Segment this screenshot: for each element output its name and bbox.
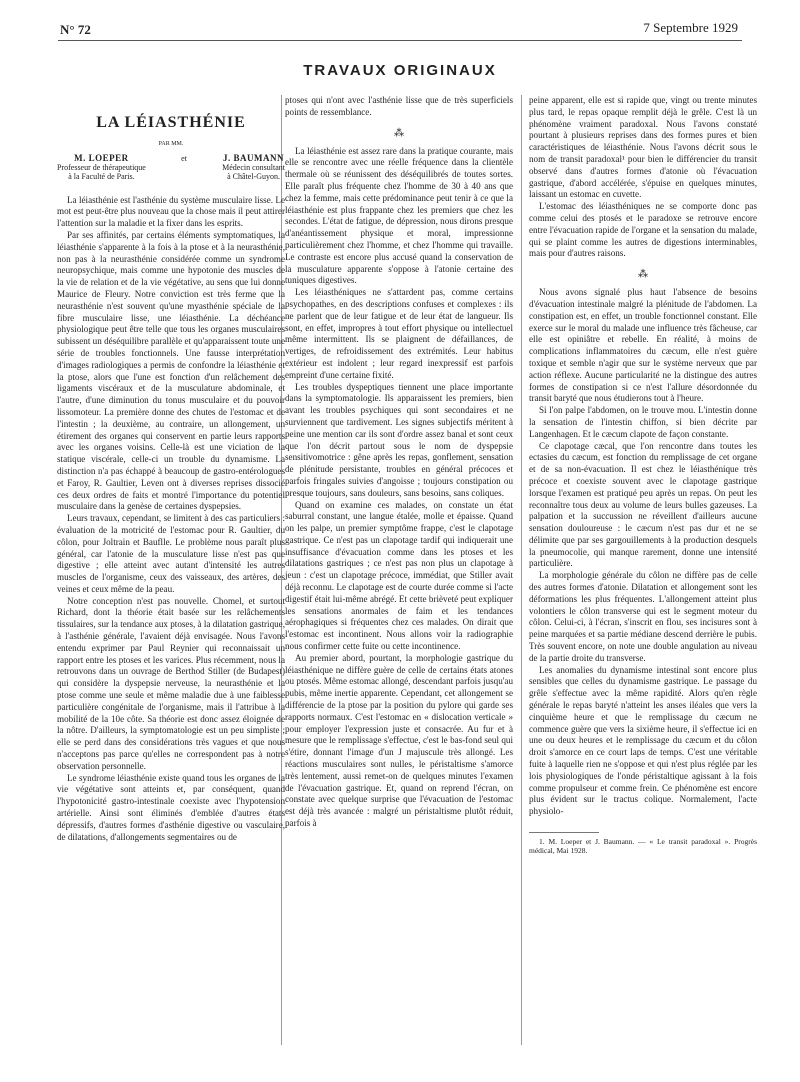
- authors-block: [57, 154, 285, 181]
- paragraph: La léiasthénie est l'asthénie du système musculaire lisse. Le mot est peut-être plus nouveau que la chose mais il peut attirer l'attention sur la maladie et la fixer dans les esprits.: [57, 194, 285, 229]
- author-2: [222, 154, 285, 181]
- paragraph: ptoses qui n'ont avec l'asthénie lisse que de très superficiels points de ressemblance.: [285, 95, 513, 117]
- column-1: [57, 95, 285, 843]
- paragraph: La morphologie générale du côlon ne diffère pas de celle des autres formes d'atonie. Dilatation et allongement sont les déformations les plus fréquentes. L'allongement atteint plus volontiers le côlon transverse qui est le segment moteur du côlon. Celui-ci, à l'écran, s'inscrit en flou, ses incisures sont à peine marquées et sa partie médiane descend derrière le pubis. Très souvent encore, on note une double angulation au niveau de la partie droite du transverse.: [529, 570, 757, 663]
- footnote: 1. M. Loeper et J. Baumann. — « Le transit paradoxal ». Progrès médical, Mai 1928.: [529, 837, 757, 856]
- author-conjunction: et: [181, 153, 187, 163]
- section-title: TRAVAUX ORIGINAUX: [303, 62, 497, 79]
- section-break-stars: ⁂: [638, 269, 648, 281]
- author-role: Professeur de thérapeutique: [57, 162, 146, 172]
- paragraph: Si l'on palpe l'abdomen, on le trouve mou. L'intestin donne la sensation de l'intestin chiffon, si bien décrite par Langenhagen. Et le cæcum clapote de façon constante.: [529, 405, 757, 439]
- paragraph: La léiasthénie est assez rare dans la pratique courante, mais elle se rencontre avec une réelle fréquence dans la clientèle thermale où se réunissent des déséquilibrés de toutes sortes. Elle paraît plus fréquente chez l'homme de 30 à 40 ans que chez la femme, mais cette prédominance peut tenir à ce que la léiasthénie est plus frappante chez les premiers que chez les secondes. L'état de fatigue, de dépression, nous dirons presque d'anéantissement physique et moral, impressionne particulièrement chez l'homme, et chez l'homme qui travaille. Le contraste est encore plus accusé quand la conservation de la musculature apparente s'oppose à l'atonie certaine des tuniques digestives.: [285, 145, 513, 286]
- paragraph: peine apparent, elle est si rapide que, vingt ou trente minutes plus tard, le repas opaque remplit déjà le grêle. C'est là un phénomène vraiment paradoxal. Nous l'avons constaté pourtant à plusieurs reprises dans des formes pures et bien caractéristiques de léiasthénie. Nous l'avons décrit sous le nom de transit paradoxal¹ pour bien le différencier du transit observé dans d'autres formes d'atonie où l'évacuation gastrique, d'abord accélérée, s'épuise en quelques minutes, laissant un estomac en cuvette.: [529, 95, 757, 200]
- paragraph: Au premier abord, pourtant, la morphologie gastrique du léiasthénique ne diffère guère de celle de certains états atones ou ptosés. Même estomac allongé, descendant parfois jusqu'au pubis, même inertie apparente. Cependant, cet allongement se différencie de la ptose par la position du pylore qui garde ses rapports normaux. C'est l'estomac en « dislocation verticale » pour employer l'expression juste et consacrée. Au fur et à mesure que le remplissage s'effectue, c'est le bas-fond seul qui s'étire, donnant l'image d'un J majuscule très allongé. Les réactions musculaires sont nulles, le péristaltisme s'amorce très lentement, aussi remet-on de quelques minutes l'examen de l'évacuation gastrique. Et, quand on reprend l'écran, on constate avec quelque surprise que l'évacuation de l'estomac est déjà très avancée : malgré un péristaltisme plutôt réduit, parfois à: [285, 652, 513, 829]
- section-break-stars: ⁂: [394, 127, 404, 139]
- column-3: [529, 95, 757, 855]
- author-role: Médecin consultant: [222, 162, 285, 172]
- article-title: LA LÉIASTHÉNIE: [96, 114, 246, 131]
- author-name: M. LOEPER: [74, 152, 129, 163]
- paragraph: Les troubles dyspeptiques tiennent une place importante dans la symptomatologie. Ils apparaissent les premiers, bien avant les troubles psychiques qui sont secondaires et ne surviennent que tardivement. Les signes subjectifs méritent à peine une mention car ils sont d'ordre assez banal et sont ceux que l'on décrit partout sous le nom de dyspepsie sensitivomotrice : gêne après les repas, gonflement, sensation de plénitude persistante, troubles en général précoces et parfois fringales suivies d'angoisse ; toujours constipation ou presque toujours, sans douleurs, sans besoins, sans coliques.: [285, 381, 513, 498]
- author-role: à la Faculté de Paris.: [68, 171, 135, 181]
- column-2: [285, 95, 513, 830]
- issue-date: 7 Septembre 1929: [643, 20, 738, 35]
- paragraph: Les anomalies du dynamisme intestinal sont encore plus sensibles que celles du dynamisme gastrique. Le passage du grêle s'effectue avec la même rapidité. Alors qu'en règle générale le repas baryté n'atteint les anses iléales que vers la cinquième heure et que le remplissage du cæcum ne commence guère que vers la sixième heure, il s'effectue ici en une ou deux heures et le remplissage du cæcum et du côlon droit s'amorce en ce court laps de temps. C'est une véritable fuite à laquelle rien ne s'oppose et qui n'est plus réglée par les lois physiologiques de l'onde péristaltique agissant à la fois comme propulseur et comme frein. Ce phénomène est encore plus évident sur le tractus colique. Normalement, l'acte physiolo-: [529, 664, 757, 817]
- column-divider: [521, 95, 522, 1045]
- author-role: à Châtel-Guyon.: [227, 171, 280, 181]
- paragraph: Notre conception n'est pas nouvelle. Chomel, et surtout Richard, dont la théorie était basée sur les relâchements tissulaires, sur la tendance aux ptoses, à la dilatation gastrique, à l'asthénie générale, l'avaient déjà envisagée. Nous l'avons entendu exprimer par Paul Reynier qui reconnaissait un rapport entre les ptoses et les varices. Plus récemment, nous la retrouvons dans un ouvrage de Berthod Stiller (de Budapest) qui considère la dyspepsie nerveuse, la neurasthénie et la ptose comme une seule et même maladie due à une faiblesse particulière congénitale de l'organisme, mais il l'attribue à la mobilité de la 10e côte. Sa théorie est donc assez éloignée de la nôtre. D'ailleurs, la symptomatologie est un peu simpliste ; elle se perd dans des considérations très vagues et que nous n'acceptons pas parce qu'elles ne correspondent pas à notre observation personnelle.: [57, 595, 285, 771]
- paragraph: Ce clapotage cæcal, que l'on rencontre dans toutes les ectasies du cæcum, est fonction du remplissage de cet organe et de sa non-évacuation. Il est chez le léiasthénique très précoce et coexiste souvent avec le clapotage gastrique lorsque l'examen est pratiqué peu après un repas. On peut les reconnaître tous deux au volume de leurs bulles gazeuses. La palpation et la succussion ne réveillent d'ailleurs aucune sensation douloureuse : le cæcum n'est pas dur et ne se délimite que par ses gargouillements à la production desquels la pneumocolie, qui manque rarement, donne une intensité particulière.: [529, 440, 757, 569]
- by-line: PAR MM.: [158, 140, 184, 147]
- paragraph: Leurs travaux, cependant, se limitent à des cas particuliers : évaluation de la motricité de l'estomac pour R. Gaultier, du côlon, pour Joltrain et Bauflle. Le problème nous paraît plus général, car l'atonie de la musculature lisse n'est pas que digestive ; elle atteint avec autant d'intensité les autres muscles de l'organisme, ceux des vaisseaux, des artères, des veines et ceux même de la peau.: [57, 513, 285, 594]
- paragraph: Les léiasthéniques ne s'attardent pas, comme certains psychopathes, en des descriptions confuses et complexes : ils ne parlent que de leur fatigue et de leur état de langueur. Ils sont, en effet, impropres à tout effort physique ou intellectuel même intermittent. Ils se plaignent de défaillances, de vertiges, de refroidissement des extrémités. Leur habitus extérieur est indolent ; leur regard inexpressif est parfois empreint d'une certaine fixité.: [285, 287, 513, 380]
- paragraph: L'estomac des léiasthéniques ne se comporte donc pas comme celui des ptosés et le paradoxe se retrouve encore entre l'évacuation rapide de l'organe et la sensation du malade, qui se plaint comme les autres de digestions interminables, mais pour d'autres raisons.: [529, 201, 757, 259]
- paragraph: Nous avons signalé plus haut l'absence de besoins d'évacuation intestinale malgré la plénitude de l'abdomen. La constipation est, en effet, un trouble fonctionnel constant. Elle exerce sur le moral du malade une influence très fâcheuse, car elle est opiniâtre et rebelle. En réalité, à moins de complications inflammatoires du cæcum, elle n'est guère toxique et semble n'agir que sur le système nerveux que par action réflexe. Aucune particularité ne la distingue des autres formes de constipation si ce n'est l'allure désordonnée du transit baryté que nous étudierons tout à l'heure.: [529, 287, 757, 404]
- author-1: [57, 154, 146, 181]
- paragraph: Quand on examine ces malades, on constate un état saburral constant, une langue étalée, molle et épaisse. Quand on les palpe, un premier symptôme frappe, c'est le clapotage gastrique. Ce n'est pas un clapotage tardif qui indiquerait une insuffisance d'évacuation comme dans les ptoses et les dilatations gastriques ; ce n'est pas non plus un clapotage à jeun : c'est un clapotage précoce, immédiat, que Stiller avait déjà reconnu. Le clapotage est de courte durée comme si l'acte digestif était lui-même abrégé. Et cette brièveté peut expliquer les sensations anormales de faim et les tendances aérophagiques si fréquentes chez ces malades. On dirait que l'estomac est incontinent. Nous allons voir la radiographie nous confirmer cette fuite ou cette incontinence.: [285, 499, 513, 652]
- header-rule: [58, 40, 742, 41]
- author-name: J. BAUMANN: [223, 152, 285, 163]
- paragraph: Par ses affinités, par certains éléments symptomatiques, la léiasthénie s'apparente à la fois à la ptose et à la neurasthénie, non pas à la neurasthénie considérée comme un syndrome neuropsychique, mais comme une hypotonie des muscles de la vie de relation et de la vie végétative, au sens que lui donne Maurice de Fleury. Notre conviction est très ferme que la neurasthénie n'est souvent qu'une myasthénie spéciale de la fibre musculaire lisse, une léiasthénie. La déchéance physiologique peut être telle que tous les organes musculaires subissent un déséquilibre parallèle et qu'apparaissent toute une série de troubles fonctionnels. Une fausse interprétation d'images radiologiques a permis de confondre la léiasthénie et la ptose, alors que l'une est fonction d'un relâchement des ligaments viscéraux et de la musculature abdominale, et l'autre, d'une diminution du tonus musculaire et du pouvoir lissomoteur. La première donne des chutes de l'estomac et de l'intestin ; la deuxième, au contraire, un allongement, un étirement des organes qui conservent en partie leurs rapports avec les organes voisins. Celle-là est une viciation de la statique viscérale, celle-ci un trouble du dynamisme. La distinction n'a pas échappé à beaucoup de gastro-entérologues et Faroy, R. Gaultier, Leven ont à diverses reprises dissocié ces deux ordres de faits et montré l'importance du potentiel musculaire dans la genèse de certaines dyspepsies.: [57, 229, 285, 512]
- issue-number: N° 72: [60, 22, 91, 37]
- footnote-rule: [529, 832, 599, 833]
- paragraph: Le syndrome léiasthénie existe quand tous les organes de la vie végétative sont atteints et, par conséquent, quand l'hypotonicité gastro-intestinale coexiste avec l'hypotension artérielle. Ainsi sont éliminés d'emblée d'autres états dépressifs, d'autres formes d'asthénie digestive ou vasculaire, de dilatations, d'allongements segmentaires ou de: [57, 772, 285, 842]
